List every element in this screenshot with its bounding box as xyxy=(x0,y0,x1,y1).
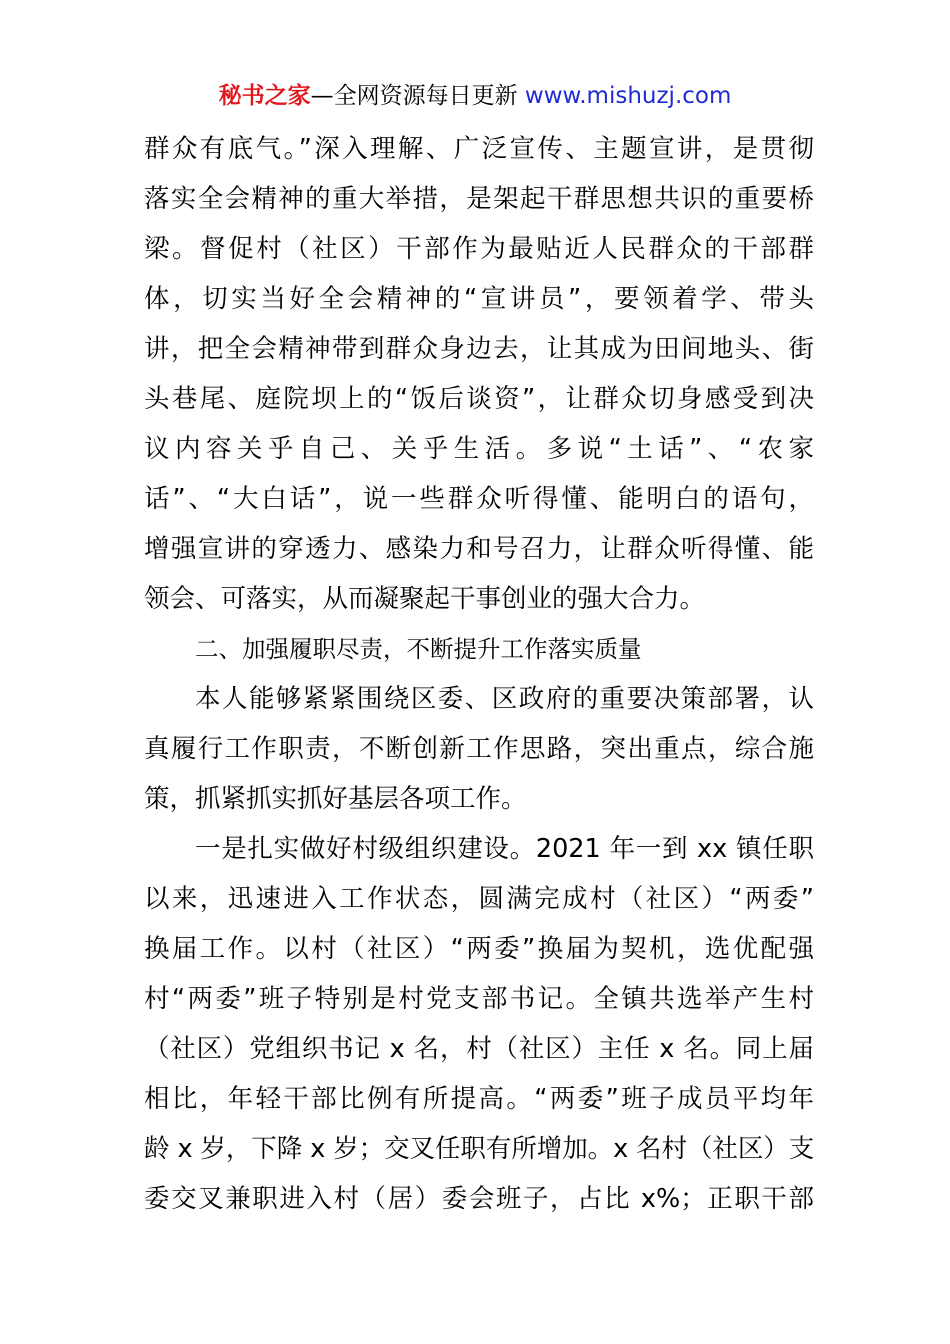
text-line: 讲，把全会精神带到群众身边去，让其成为田间地头、街 xyxy=(144,334,814,364)
site-url-link[interactable]: www.mishuzj.com xyxy=(524,83,732,109)
text-line: 真履行工作职责，不断创新工作思路，突出重点，综合施 xyxy=(144,734,814,764)
site-tagline: —全网资源每日更新 xyxy=(310,83,518,109)
text-line: 梁。督促村（社区）干部作为最贴近人民群众的干部群 xyxy=(144,234,814,264)
text-line: 换届工作。以村（社区）“两委”换届为契机，选优配强 xyxy=(144,934,814,964)
text-line: 头巷尾、庭院坝上的“饭后谈资”，让群众切身感受到决 xyxy=(144,384,814,414)
text-line: 话”、“大白话”，说一些群众听得懂、能明白的语句， xyxy=(144,484,814,514)
text-line: 村“两委”班子特别是村党支部书记。全镇共选举产生村 xyxy=(144,984,814,1014)
text-line: 策，抓紧抓实抓好基层各项工作。 xyxy=(144,784,527,814)
section-heading: 二、加强履职尽责，不断提升工作落实质量 xyxy=(195,635,642,663)
text-line: 本人能够紧紧围绕区委、区政府的重要决策部署，认 xyxy=(195,684,814,714)
text-line: 落实全会精神的重大举措，是架起干群思想共识的重要桥 xyxy=(144,184,814,214)
text-line: 增强宣讲的穿透力、感染力和号召力，让群众听得懂、能 xyxy=(144,534,814,564)
document-body xyxy=(144,124,814,1224)
text-line: 一是扎实做好村级组织建设。2021 年一到 xx 镇任职 xyxy=(195,834,814,864)
text-line: 领会、可落实，从而凝聚起干事创业的强大合力。 xyxy=(144,584,706,614)
site-header xyxy=(0,80,950,112)
text-line: 以来，迅速进入工作状态，圆满完成村（社区）“两委” xyxy=(144,884,814,914)
text-line: 相比，年轻干部比例有所提高。“两委”班子成员平均年 xyxy=(144,1084,814,1114)
text-line: 群众有底气。”深入理解、广泛宣传、主题宣讲，是贯彻 xyxy=(144,134,814,164)
text-line: 议内容关乎自己、关乎生活。多说“土话”、“农家 xyxy=(144,434,814,464)
text-line: 体，切实当好全会精神的“宣讲员”，要领着学、带头 xyxy=(144,284,814,314)
text-line: （社区）党组织书记 x 名，村（社区）主任 x 名。同上届 xyxy=(144,1034,814,1064)
site-brand: 秘书之家 xyxy=(218,83,311,109)
text-line: 龄 x 岁，下降 x 岁；交叉任职有所增加。x 名村（社区）支 xyxy=(144,1134,814,1164)
text-line: 委交叉兼职进入村（居）委会班子，占比 x%；正职干部 xyxy=(144,1184,814,1214)
